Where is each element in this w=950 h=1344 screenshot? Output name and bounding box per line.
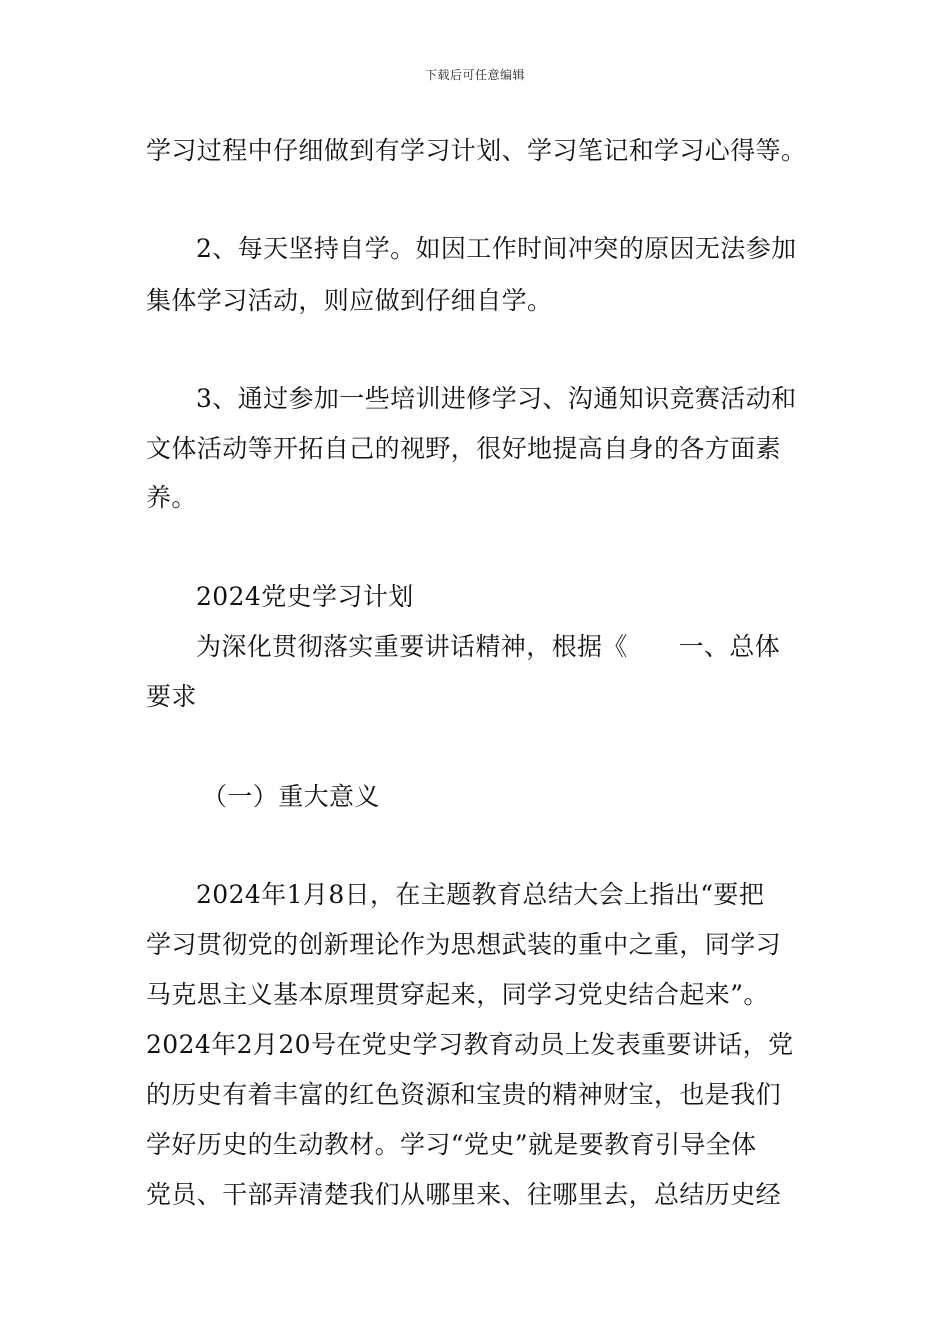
body-line-6: 养。	[146, 483, 197, 512]
body-line-1: 学习过程中仔细做到有学习计划、学习笔记和学习心得等。	[146, 136, 807, 165]
body-line-10: 学习贯彻党的创新理论作为思想武装的重中之重，同学习	[146, 930, 782, 959]
body-line-5: 文体活动等开拓自己的视野，很好地提高自身的各方面素	[146, 434, 782, 463]
body-line-4: 3、通过参加一些培训进修学习、沟通知识竞赛活动和	[196, 384, 797, 413]
page-header: 下载后可任意编辑	[424, 68, 525, 82]
subsection-heading: （一）重大意义	[202, 782, 380, 811]
body-line-12: 2024年2月20号在党史学习教育动员上发表重要讲话，党	[146, 1030, 794, 1059]
section-title: 2024党史学习计划	[196, 582, 414, 611]
body-line-3: 集体学习活动，则应做到仔细自学。	[146, 286, 553, 315]
body-line-11: 马克思主义基本原理贯穿起来，同学习党史结合起来”。	[146, 980, 769, 1009]
body-line-2: 2、每天坚持自学。如因工作时间冲突的原因无法参加	[196, 234, 797, 263]
body-line-9: 2024年1月8日，在主题教育总结大会上指出“要把	[196, 880, 765, 909]
body-line-14: 学好历史的生动教材。学习“党史”就是要教育引导全体	[146, 1130, 757, 1159]
body-line-7: 为深化贯彻落实重要讲话精神，根据《 一、总体	[196, 632, 781, 661]
body-line-8: 要求	[146, 682, 197, 711]
body-line-15: 党员、干部弄清楚我们从哪里来、往哪里去，总结历史经	[146, 1180, 782, 1209]
body-line-13: 的历史有着丰富的红色资源和宝贵的精神财宝，也是我们	[146, 1080, 782, 1109]
